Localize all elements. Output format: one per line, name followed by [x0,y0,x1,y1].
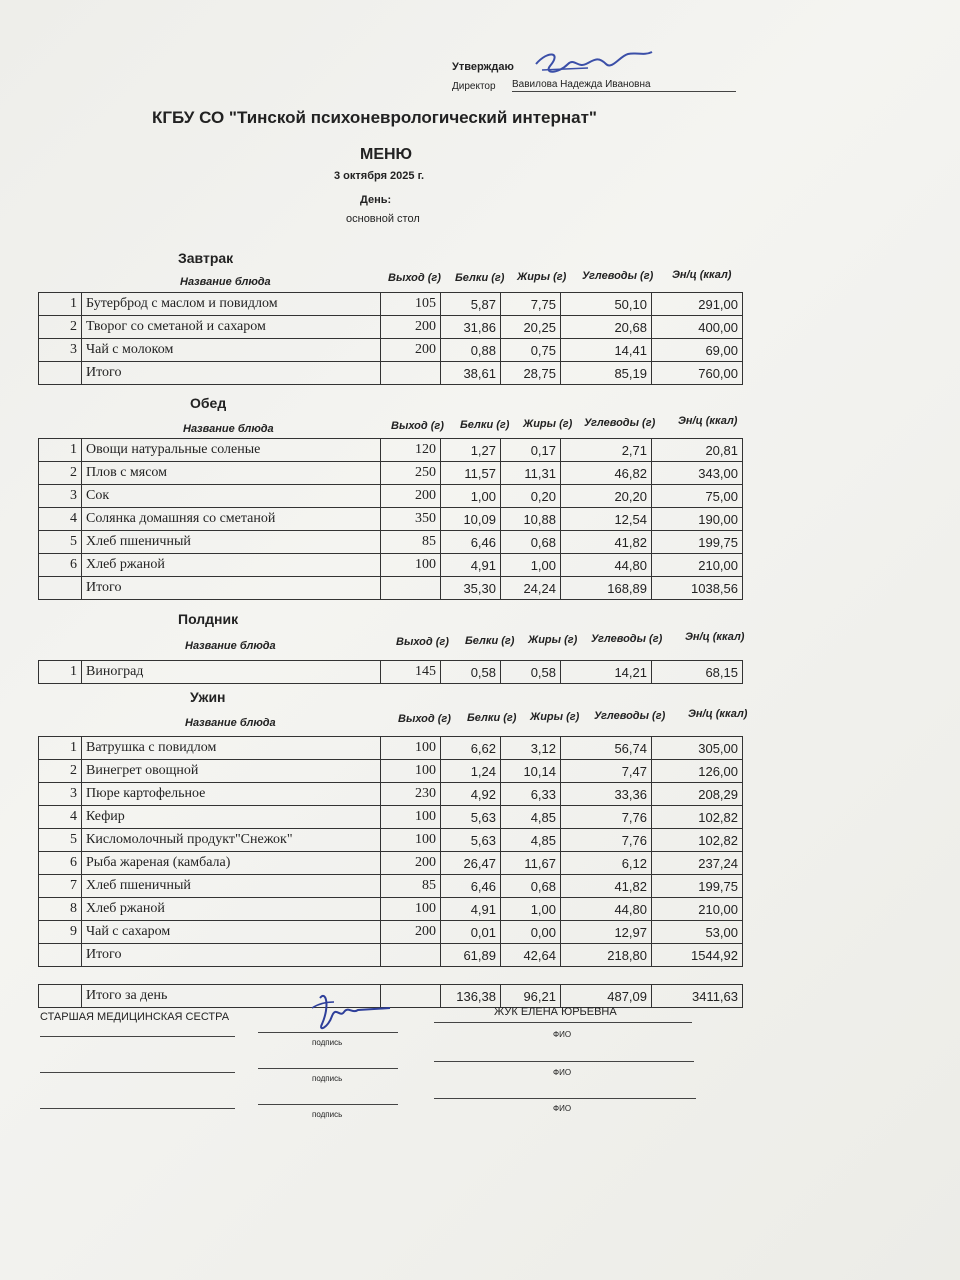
dish-fat: 0,17 [501,439,561,462]
dish-fat: 0,68 [501,875,561,898]
signer-position-line [40,1036,235,1037]
dish-yield: 100 [381,760,441,783]
dish-name: Хлеб ржаной [82,898,381,921]
dish-energy: 199,75 [652,875,743,898]
dish-carbs: 14,41 [561,339,652,362]
total-label: Итого [82,577,381,600]
row-number [39,577,82,600]
signature-line-2 [258,1068,398,1069]
dish-energy: 237,24 [652,852,743,875]
row-number: 4 [39,806,82,829]
table-row [39,875,743,898]
dish-name: Хлеб пшеничный [82,875,381,898]
dish-energy: 305,00 [652,737,743,760]
dish-energy: 102,82 [652,829,743,852]
organization-title: КГБУ СО "Тинской психоневрологический интернат" [152,108,597,127]
table-type: основной стол [346,213,420,225]
table-row [39,316,743,339]
dish-carbs: 44,80 [561,554,652,577]
dish-carbs: 20,68 [561,316,652,339]
dish-carbs: 14,21 [561,661,652,684]
dish-protein: 6,62 [441,737,501,760]
col-header-name: Название блюда [180,276,271,288]
total-label: Итого [82,362,381,385]
signature-caption-3: подпись [312,1110,343,1119]
dish-fat: 20,25 [501,316,561,339]
total-carbs: 168,89 [561,577,652,600]
dish-name: Творог со сметаной и сахаром [82,316,381,339]
dish-name: Бутерброд с маслом и повидлом [82,293,381,316]
total-carbs: 218,80 [561,944,652,967]
dinner-title: Ужин [190,689,226,705]
dish-yield: 200 [381,852,441,875]
total-row [39,362,743,385]
col-header-energy: Эн/ц (ккал) [678,415,738,427]
dish-protein: 1,24 [441,760,501,783]
dish-name: Хлеб пшеничный [82,531,381,554]
col-header-carbs: Углеводы (г) [594,710,666,722]
dish-fat: 10,14 [501,760,561,783]
nurse-signature [300,988,400,1038]
table-row [39,806,743,829]
dish-protein: 4,92 [441,783,501,806]
lunch-title: Обед [190,395,227,411]
row-number: 6 [39,554,82,577]
signature-line-3 [258,1104,398,1105]
dish-name: Кисломолочный продукт"Снежок" [82,829,381,852]
breakfast-title: Завтрак [178,250,234,266]
table-row [39,485,743,508]
row-number: 1 [39,293,82,316]
row-number: 6 [39,852,82,875]
col-header-fat: Жиры (г) [530,711,580,723]
dish-carbs: 33,36 [561,783,652,806]
dish-name: Кефир [82,806,381,829]
total-row [39,944,743,967]
dish-fat: 0,20 [501,485,561,508]
dish-energy: 20,81 [652,439,743,462]
day-total-label: Итого за день [82,985,381,1008]
dish-yield: 200 [381,339,441,362]
dish-yield: 100 [381,806,441,829]
col-header-fat: Жиры (г) [517,271,567,283]
dish-yield: 250 [381,462,441,485]
signer-position: СТАРШАЯ МЕДИЦИНСКАЯ СЕСТРА [40,1011,230,1023]
dish-name: Плов с мясом [82,462,381,485]
director-name: Вавилова Надежда Ивановна [512,79,736,92]
dish-name: Пюре картофельное [82,783,381,806]
dish-carbs: 12,97 [561,921,652,944]
snack-title: Полдник [178,611,239,627]
table-row [39,829,743,852]
row-number: 9 [39,921,82,944]
dish-carbs: 7,76 [561,806,652,829]
dish-protein: 10,09 [441,508,501,531]
dish-name: Винегрет овощной [82,760,381,783]
row-number: 1 [39,737,82,760]
dish-name: Овощи натуральные соленые [82,439,381,462]
dish-yield: 100 [381,898,441,921]
dish-energy: 75,00 [652,485,743,508]
dish-energy: 126,00 [652,760,743,783]
dish-energy: 210,00 [652,554,743,577]
col-header-energy: Эн/ц (ккал) [672,269,732,281]
dish-carbs: 7,47 [561,760,652,783]
total-protein: 38,61 [441,362,501,385]
dish-carbs: 50,10 [561,293,652,316]
dish-protein: 1,00 [441,485,501,508]
dish-name: Ватрушка с повидлом [82,737,381,760]
dish-protein: 26,47 [441,852,501,875]
day-total-fat: 96,21 [501,985,561,1008]
dish-protein: 0,88 [441,339,501,362]
col-header-carbs: Углеводы (г) [584,417,656,429]
dish-yield: 200 [381,485,441,508]
dinner-table [38,736,743,967]
table-row [39,293,743,316]
dish-name: Чай с молоком [82,339,381,362]
table-row [39,554,743,577]
fio-caption-3: ФИО [553,1104,572,1113]
dish-protein: 0,58 [441,661,501,684]
dish-energy: 199,75 [652,531,743,554]
dish-yield: 100 [381,829,441,852]
dish-yield: 350 [381,508,441,531]
dish-name: Чай с сахаром [82,921,381,944]
day-total-carbs: 487,09 [561,985,652,1008]
row-number: 7 [39,875,82,898]
dish-carbs: 56,74 [561,737,652,760]
dish-protein: 1,27 [441,439,501,462]
dish-carbs: 6,12 [561,852,652,875]
dish-fat: 4,85 [501,806,561,829]
dish-yield: 200 [381,316,441,339]
dish-carbs: 41,82 [561,531,652,554]
col-header-yield: Выход (г) [388,272,441,284]
total-yield [381,362,441,385]
table-row [39,531,743,554]
signature-line-1 [258,1032,398,1033]
dish-energy: 53,00 [652,921,743,944]
day-total-energy: 3411,63 [652,985,743,1008]
dish-fat: 0,68 [501,531,561,554]
day-label: День: [360,194,392,206]
row-number [39,985,82,1008]
dish-energy: 68,15 [652,661,743,684]
dish-yield: 105 [381,293,441,316]
col-header-protein: Белки (г) [465,635,515,647]
table-row [39,439,743,462]
total-yield [381,577,441,600]
col-header-fat: Жиры (г) [523,418,573,430]
total-fat: 24,24 [501,577,561,600]
col-header-yield: Выход (г) [396,636,449,648]
position-line-2 [40,1072,235,1073]
dish-yield: 100 [381,554,441,577]
col-header-carbs: Углеводы (г) [591,633,663,645]
dish-protein: 6,46 [441,875,501,898]
dish-fat: 6,33 [501,783,561,806]
signature-caption-1: подпись [312,1038,343,1047]
position-line-3 [40,1108,235,1109]
table-row [39,339,743,362]
col-header-carbs: Углеводы (г) [582,270,654,282]
dish-yield: 230 [381,783,441,806]
table-row [39,921,743,944]
row-number: 4 [39,508,82,531]
dish-protein: 5,87 [441,293,501,316]
dish-name: Хлеб ржаной [82,554,381,577]
dish-protein: 31,86 [441,316,501,339]
table-row [39,462,743,485]
row-number: 2 [39,316,82,339]
dish-carbs: 46,82 [561,462,652,485]
menu-date: 3 октября 2025 г. [334,170,425,182]
col-header-protein: Белки (г) [460,419,510,431]
dish-protein: 11,57 [441,462,501,485]
col-header-energy: Эн/ц (ккал) [685,631,745,643]
row-number: 5 [39,829,82,852]
dish-fat: 10,88 [501,508,561,531]
dish-energy: 208,29 [652,783,743,806]
dish-protein: 4,91 [441,898,501,921]
dish-name: Виноград [82,661,381,684]
row-number: 5 [39,531,82,554]
total-energy: 1544,92 [652,944,743,967]
total-fat: 42,64 [501,944,561,967]
dish-yield: 120 [381,439,441,462]
dish-fat: 1,00 [501,898,561,921]
col-header-name: Название блюда [185,640,276,652]
col-header-fat: Жиры (г) [528,634,578,646]
row-number [39,944,82,967]
dish-yield: 85 [381,531,441,554]
dish-fat: 11,31 [501,462,561,485]
dish-yield: 145 [381,661,441,684]
dish-protein: 5,63 [441,806,501,829]
dish-fat: 7,75 [501,293,561,316]
table-row [39,898,743,921]
dish-name: Сок [82,485,381,508]
table-row [39,852,743,875]
total-fat: 28,75 [501,362,561,385]
dish-carbs: 20,20 [561,485,652,508]
dish-energy: 343,00 [652,462,743,485]
dish-fat: 1,00 [501,554,561,577]
dish-protein: 6,46 [441,531,501,554]
table-row [39,737,743,760]
day-total-protein: 136,38 [441,985,501,1008]
col-header-name: Название блюда [183,423,274,435]
col-header-energy: Эн/ц (ккал) [688,708,748,720]
dish-fat: 4,85 [501,829,561,852]
dish-name: Солянка домашняя со сметаной [82,508,381,531]
row-number [39,362,82,385]
row-number: 3 [39,485,82,508]
dish-name: Рыба жареная (камбала) [82,852,381,875]
signer-name: ЖУК ЕЛЕНА ЮРЬЕВНА [494,1006,617,1018]
signature-caption-2: подпись [312,1074,343,1083]
dish-yield: 100 [381,737,441,760]
snack-table [38,660,743,684]
total-carbs: 85,19 [561,362,652,385]
table-row [39,760,743,783]
total-yield [381,944,441,967]
total-protein: 35,30 [441,577,501,600]
fio-line-2 [434,1061,694,1062]
total-label: Итого [82,944,381,967]
row-number: 1 [39,439,82,462]
total-energy: 1038,56 [652,577,743,600]
dish-energy: 69,00 [652,339,743,362]
col-header-yield: Выход (г) [391,420,444,432]
breakfast-table [38,292,743,385]
dish-carbs: 2,71 [561,439,652,462]
dish-protein: 5,63 [441,829,501,852]
total-row [39,577,743,600]
dish-yield: 200 [381,921,441,944]
row-number: 3 [39,783,82,806]
dish-energy: 190,00 [652,508,743,531]
total-energy: 760,00 [652,362,743,385]
dish-fat: 0,58 [501,661,561,684]
row-number: 2 [39,760,82,783]
dish-energy: 400,00 [652,316,743,339]
dish-protein: 4,91 [441,554,501,577]
fio-line-3 [434,1098,696,1099]
table-row [39,661,743,684]
fio-caption-2: ФИО [553,1068,572,1077]
table-row [39,508,743,531]
fio-line-1 [434,1022,692,1023]
approve-label: Утверждаю [452,61,514,73]
dish-fat: 3,12 [501,737,561,760]
director-label: Директор [452,81,496,92]
fio-caption-1: ФИО [553,1030,572,1039]
col-header-protein: Белки (г) [455,272,505,284]
dish-energy: 210,00 [652,898,743,921]
dish-carbs: 7,76 [561,829,652,852]
dish-energy: 102,82 [652,806,743,829]
row-number: 2 [39,462,82,485]
dish-carbs: 12,54 [561,508,652,531]
row-number: 8 [39,898,82,921]
col-header-yield: Выход (г) [398,713,451,725]
lunch-table [38,438,743,600]
row-number: 1 [39,661,82,684]
dish-fat: 0,75 [501,339,561,362]
dish-carbs: 44,80 [561,898,652,921]
dish-carbs: 41,82 [561,875,652,898]
table-row [39,783,743,806]
row-number: 3 [39,339,82,362]
dish-fat: 11,67 [501,852,561,875]
dish-fat: 0,00 [501,921,561,944]
col-header-name: Название блюда [185,717,276,729]
total-protein: 61,89 [441,944,501,967]
dish-yield: 85 [381,875,441,898]
dish-protein: 0,01 [441,921,501,944]
dish-energy: 291,00 [652,293,743,316]
menu-title: МЕНЮ [360,146,413,163]
col-header-protein: Белки (г) [467,712,517,724]
